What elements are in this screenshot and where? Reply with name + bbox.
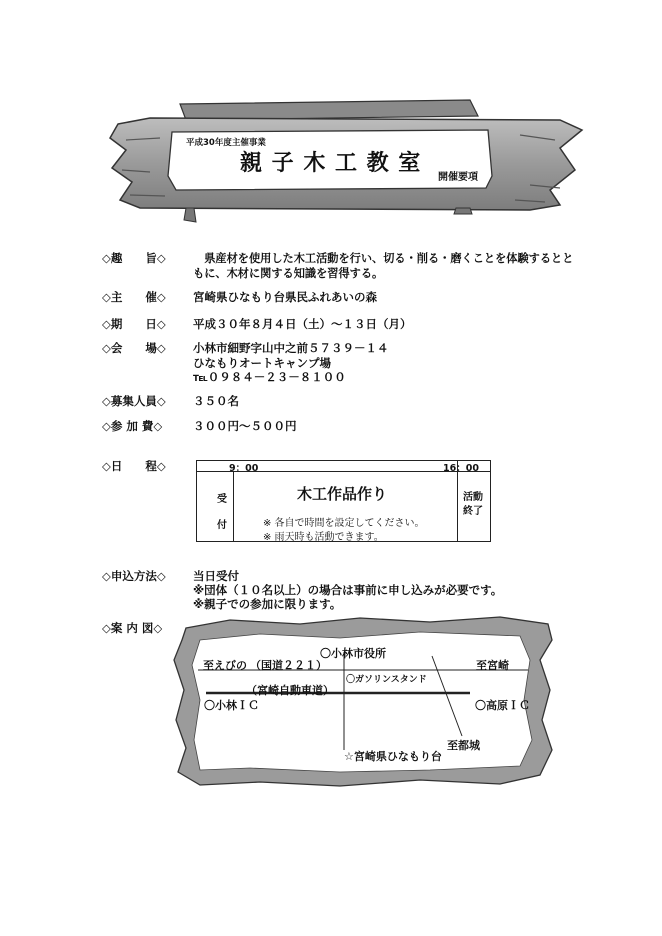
- schedule-end-label-top: 活動: [463, 492, 483, 503]
- page-title: 親 子 木 工 教 室: [240, 151, 422, 176]
- application-line1: 当日受付: [193, 569, 239, 583]
- schedule-reception-top: 受: [217, 494, 227, 505]
- guide-map-label: ◇案 内 図◇: [102, 621, 163, 635]
- schedule-reception-bottom: 付: [217, 520, 227, 531]
- application-label: ◇申込方法◇: [102, 569, 166, 583]
- application-line3: ※親子での参加に限ります。: [193, 597, 342, 611]
- application-line2: ※団体（１０名以上）の場合は事前に申し込みが必要です。: [193, 583, 503, 597]
- period-value: 平成３０年８月４日（土）～１３日（月）: [193, 317, 412, 331]
- venue-phone: ℡０９８４－２３－８１００: [193, 370, 346, 384]
- schedule-start-time: 9：00: [229, 463, 259, 474]
- map-to-miyakonojo: 至都城: [447, 739, 480, 752]
- purpose-text-line2: もに、木材に関する知識を習得する。: [193, 267, 384, 280]
- map-expressway: （宮崎自動車道）: [246, 684, 334, 697]
- purpose-label: ◇趣 旨◇: [102, 251, 166, 265]
- fee-label: ◇参 加 費◇: [102, 419, 163, 433]
- organizer-value: 宮崎県ひなもり台県民ふれあいの森: [193, 290, 377, 304]
- map-takaharu-ic: 〇高原ＩＣ: [475, 699, 530, 712]
- map-kobayashi-ic: 〇小林ＩＣ: [204, 699, 259, 712]
- page-subtitle: 開催要項: [438, 172, 478, 183]
- purpose-text-line1: 県産材を使用した木工活動を行い、切る・削る・磨くことを体験するとと: [193, 252, 574, 265]
- venue-name: ひなもりオートキャンプ場: [193, 356, 331, 370]
- capacity-value: ３５０名: [193, 394, 239, 408]
- capacity-label: ◇募集人員◇: [102, 394, 166, 408]
- organizer-label: ◇主 催◇: [102, 290, 166, 304]
- map-city-hall: 〇小林市役所: [320, 647, 386, 660]
- venue-address: 小林市細野字山中之前５７３９－１４: [193, 341, 389, 355]
- map-hinamoridai: ☆宮崎県ひなもり台: [344, 750, 442, 763]
- schedule-label: ◇日 程◇: [102, 459, 166, 473]
- schedule-note-2: ※ 雨天時も活動できます。: [263, 532, 384, 543]
- schedule-activity: 木工作品作り: [297, 485, 388, 503]
- schedule-end-time: 16：00: [443, 463, 479, 474]
- schedule-note-1: ※ 各自で時間を設定してください。: [263, 518, 425, 529]
- map-to-ebino: 至えびの: [203, 659, 247, 672]
- fee-value: ３００円～５００円: [193, 419, 297, 433]
- map-gas-station: 〇ガソリンスタンド: [346, 675, 427, 685]
- period-label: ◇期 日◇: [102, 317, 166, 331]
- banner-sponsor-text: 平成30年度主催事業: [186, 138, 266, 148]
- schedule-end-label-bottom: 終了: [463, 506, 483, 517]
- map-to-miyazaki: 至宮崎: [476, 659, 509, 672]
- venue-label: ◇会 場◇: [102, 341, 166, 355]
- map-route-221: （国道２２１）: [250, 659, 327, 672]
